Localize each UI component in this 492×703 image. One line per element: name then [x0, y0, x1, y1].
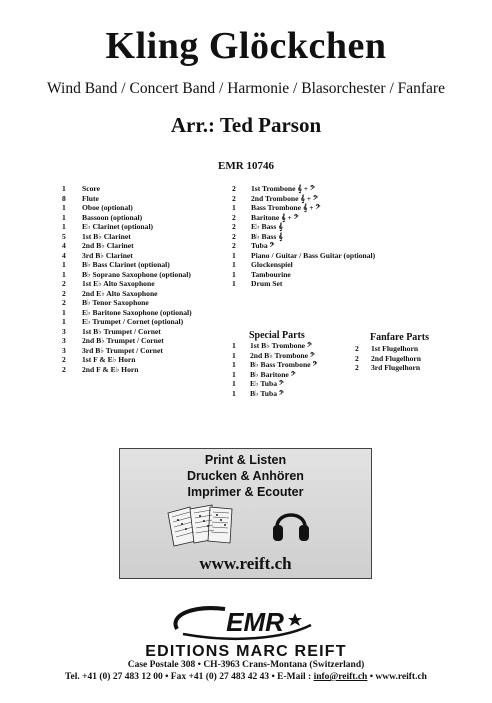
part-quantity: 2: [232, 193, 236, 203]
part-quantity: 4: [62, 241, 66, 250]
part-name: 2nd B♭ Clarinet: [82, 241, 134, 250]
part-quantity: 1: [232, 250, 236, 260]
part-row: [232, 194, 412, 204]
part-name: 2nd F & E♭ Horn: [82, 364, 139, 374]
contact-phone-fax: Tel. +41 (0) 27 483 12 00 • Fax +41 (0) 27 483 42 43 • E-Mail :: [65, 672, 314, 682]
part-quantity: 1: [232, 350, 236, 360]
fanfare-part-row: [355, 363, 485, 373]
part-name: Score: [82, 184, 100, 193]
publisher-name: EDITIONS MARC REIFT: [145, 643, 347, 660]
part-row: [232, 260, 412, 270]
part-row: [232, 222, 412, 232]
special-part-row: [232, 389, 362, 399]
part-name: Bassoon (optional): [82, 212, 143, 222]
part-quantity: 3: [62, 345, 66, 355]
part-quantity: 1: [232, 369, 236, 379]
part-row: [232, 270, 412, 280]
part-name: Oboe (optional): [82, 203, 133, 212]
part-name: Baritone 𝄞 + 𝄢: [251, 212, 299, 222]
promo-line-imprimer-ecouter: Imprimer & Ecouter: [187, 485, 304, 499]
part-name: 1st B♭ Trumpet / Cornet: [82, 326, 161, 336]
part-quantity: 3: [62, 336, 66, 345]
part-quantity: 2: [355, 363, 359, 372]
part-name: Bass Trombone 𝄞 + 𝄢: [251, 203, 321, 212]
publisher-contact: [0, 672, 492, 682]
part-name: 3rd B♭ Trumpet / Cornet: [82, 345, 163, 355]
part-name: B♭ Bass Clarinet (optional): [82, 260, 170, 269]
part-quantity: 1: [62, 269, 66, 279]
fanfare-parts-title: Fanfare Parts: [370, 332, 429, 343]
catalog-number: EMR 10746: [218, 160, 274, 172]
fanfare-part-row: [355, 354, 485, 364]
part-name: B♭ Bass 𝄞: [251, 231, 283, 241]
part-quantity: 1: [62, 203, 66, 212]
part-name: 2nd B♭ Trumpet / Cornet: [82, 336, 164, 345]
part-row: [232, 203, 412, 213]
part-name: 1st Trombone 𝄞 + 𝄢: [251, 184, 315, 193]
part-quantity: 1: [232, 379, 236, 388]
part-name: E♭ Baritone Saxophone (optional): [82, 307, 192, 317]
part-quantity: 1: [232, 260, 236, 269]
part-name: 2nd E♭ Alto Saxophone: [82, 288, 158, 298]
special-part-row: [232, 360, 362, 370]
part-quantity: 2: [232, 241, 236, 250]
fanfare-parts-list: [355, 344, 485, 373]
part-row: [62, 317, 262, 327]
special-parts-list: [232, 341, 362, 398]
arranger-credit: Arr.: Ted Parson: [170, 113, 322, 137]
part-quantity: 1: [62, 307, 66, 317]
part-quantity: 1: [232, 203, 236, 212]
part-quantity: 2: [232, 222, 236, 231]
logo-text: EMR: [226, 607, 284, 637]
part-name: B♭ Tuba 𝄢: [250, 388, 284, 398]
part-row: [232, 241, 412, 251]
part-name: Tuba 𝄢: [251, 241, 275, 250]
part-quantity: 1: [232, 360, 236, 369]
part-name: 2nd Flugelhorn: [371, 353, 422, 363]
part-row: [232, 279, 412, 289]
special-part-row: [232, 341, 362, 351]
part-name: 2nd Trombone 𝄞 + 𝄢: [251, 193, 318, 203]
part-name: Glockenspiel: [251, 260, 293, 269]
part-quantity: 2: [62, 298, 66, 307]
part-quantity: 4: [62, 250, 66, 260]
publisher-address: Case Postale 308 • CH-3963 Crans-Montana (Switzerland): [127, 660, 365, 670]
part-name: E♭ Tuba 𝄢: [250, 379, 284, 388]
part-name: 3rd B♭ Clarinet: [82, 250, 133, 260]
part-quantity: 2: [62, 364, 66, 374]
part-row: [232, 184, 412, 194]
part-quantity: 3: [62, 326, 66, 336]
part-row: [232, 251, 412, 261]
page-title: Kling Glöckchen: [105, 25, 387, 67]
parts-list-middle: [232, 184, 412, 289]
part-quantity: 2: [232, 212, 236, 222]
part-name: 3rd Flugelhorn: [371, 363, 421, 372]
part-name: B♭ Soprano Saxophone (optional): [82, 269, 191, 279]
part-quantity: 2: [355, 344, 359, 353]
part-row: [62, 289, 262, 299]
part-name: 1st B♭ Trombone 𝄢: [250, 341, 312, 350]
part-name: Piano / Guitar / Bass Guitar (optional): [251, 250, 376, 260]
part-quantity: 1: [62, 184, 66, 193]
part-quantity: 1: [62, 317, 66, 326]
part-quantity: 1: [232, 341, 236, 350]
part-name: 1st Flugelhorn: [371, 344, 419, 353]
part-name: B♭ Bass Trombone 𝄢: [250, 360, 318, 369]
part-row: [62, 298, 262, 308]
part-quantity: 2: [232, 184, 236, 193]
part-name: E♭ Trumpet / Cornet (optional): [82, 317, 184, 326]
part-quantity: 2: [62, 355, 66, 364]
part-quantity: 8: [62, 193, 66, 203]
email-link[interactable]: info@reift.ch: [313, 672, 368, 682]
part-quantity: 1: [62, 222, 66, 231]
part-quantity: 5: [62, 231, 66, 241]
part-row: [232, 232, 412, 242]
part-quantity: 2: [62, 288, 66, 298]
print-listen-banner[interactable]: [119, 448, 372, 579]
part-name: Flute: [82, 193, 99, 203]
part-quantity: 2: [355, 353, 359, 363]
part-row: [62, 308, 262, 318]
part-quantity: 1: [232, 279, 236, 288]
special-parts-title: Special Parts: [249, 330, 305, 341]
promo-line-drucken-anhoeren: Drucken & Anhören: [187, 469, 304, 483]
ensemble-subtitle: Wind Band / Concert Band / Harmonie / Blasorchester / Fanfare: [47, 80, 445, 97]
special-part-row: [232, 379, 362, 389]
part-name: Drum Set: [251, 279, 283, 288]
promo-line-print-listen: Print & Listen: [204, 453, 287, 467]
contact-website: • www.reift.ch: [367, 672, 427, 682]
part-quantity: 1: [232, 269, 236, 279]
part-name: Tambourine: [251, 269, 291, 279]
part-name: E♭ Bass 𝄞: [251, 222, 283, 231]
part-name: B♭ Tenor Saxophone: [82, 298, 149, 307]
emr-logo: [163, 603, 323, 643]
part-name: E♭ Clarinet (optional): [82, 222, 154, 231]
headphones-icon: [270, 503, 312, 543]
special-part-row: [232, 370, 362, 380]
part-quantity: 1: [62, 212, 66, 222]
special-part-row: [232, 351, 362, 361]
part-quantity: 1: [232, 388, 236, 398]
website-link[interactable]: www.reift.ch: [199, 554, 292, 573]
sheet-music-icon: [166, 503, 236, 547]
part-row: [62, 327, 262, 337]
part-name: 1st E♭ Alto Saxophone: [82, 279, 155, 288]
fanfare-part-row: [355, 344, 485, 354]
part-name: 2nd B♭ Trombone 𝄢: [250, 350, 315, 360]
part-quantity: 2: [232, 231, 236, 241]
part-row: [232, 213, 412, 223]
part-quantity: 2: [62, 279, 66, 288]
part-name: 1st B♭ Clarinet: [82, 231, 131, 241]
part-name: 1st F & E♭ Horn: [82, 355, 136, 364]
part-quantity: 1: [62, 260, 66, 269]
part-name: B♭ Baritone 𝄢: [250, 369, 296, 379]
